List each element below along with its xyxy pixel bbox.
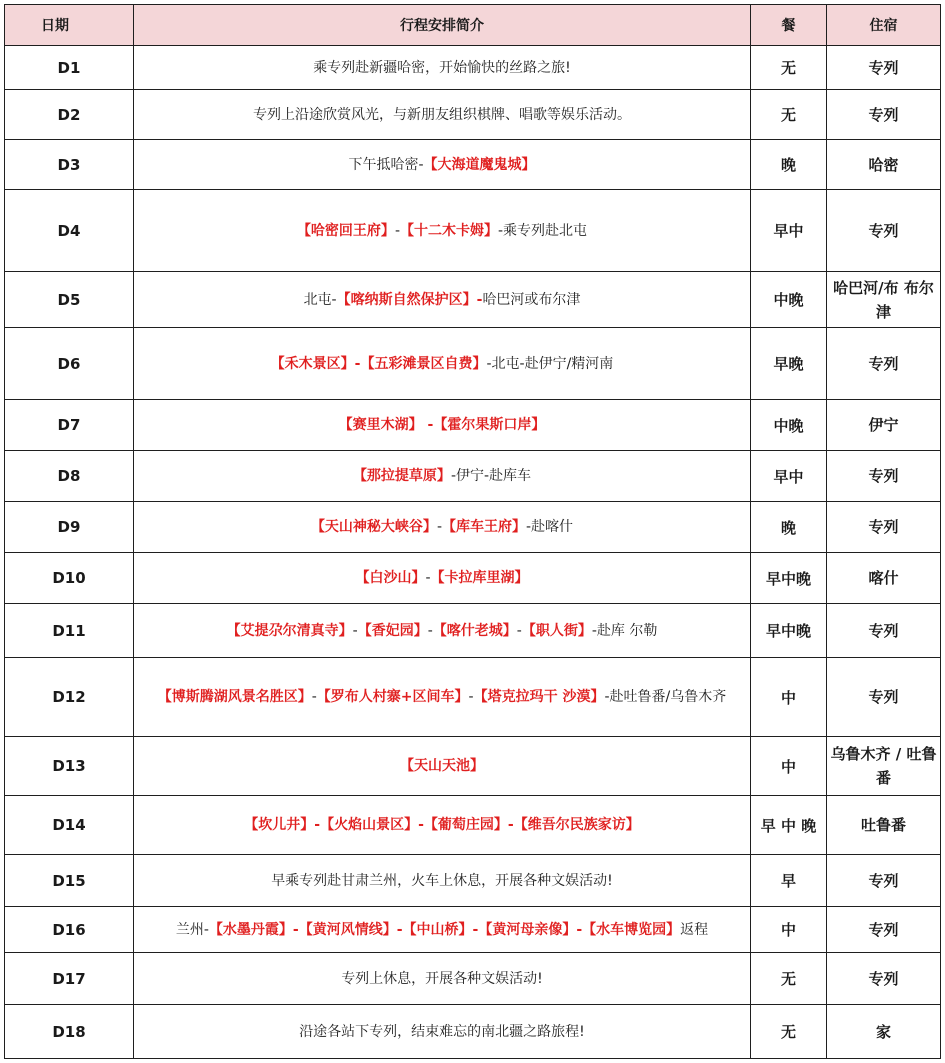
meal-cell: 中	[751, 737, 827, 796]
table-row	[5, 46, 941, 90]
meal-cell: 早晚	[751, 328, 827, 400]
itinerary-text: 专列上休息，开展各种文娱活动!	[341, 970, 543, 987]
stay-cell: 专列	[827, 658, 941, 737]
attraction-highlight: 【卡拉库里湖】	[430, 570, 529, 586]
header-stay: 住宿	[827, 5, 941, 46]
day-cell: D12	[5, 658, 134, 737]
stay-cell: 专列	[827, 46, 941, 90]
day-cell: D16	[5, 907, 134, 953]
attraction-highlight: 【大海道魔鬼城】	[423, 156, 536, 173]
meal-cell: 早 中 晚	[751, 796, 827, 855]
itinerary-cell	[134, 400, 751, 451]
itinerary-cell	[134, 604, 751, 658]
itinerary-cell	[134, 553, 751, 604]
meal-cell: 中	[751, 907, 827, 953]
attraction-highlight: 【哈密回王府】	[296, 222, 395, 239]
attraction-highlight: 【塔克拉玛干 沙漠】	[473, 689, 605, 705]
attraction-highlight: 【香妃园】	[357, 622, 428, 639]
meal-cell: 无	[751, 953, 827, 1005]
itinerary-text: 早乘专列赴甘肃兰州，火车上休息，开展各种文娱活动!	[271, 872, 613, 889]
attraction-highlight: 【艾提尕尔清真寺】	[226, 622, 353, 639]
attraction-highlight: 【库车王府】	[442, 519, 526, 535]
header-itinerary: 行程安排简介	[134, 5, 751, 46]
itinerary-cell	[134, 855, 751, 907]
stay-cell: 专列	[827, 90, 941, 140]
day-cell: D18	[5, 1005, 134, 1059]
itinerary-cell	[134, 796, 751, 855]
day-cell: D15	[5, 855, 134, 907]
day-cell: D1	[5, 46, 134, 90]
table-row	[5, 502, 941, 553]
stay-cell: 伊宁	[827, 400, 941, 451]
stay-cell: 专列	[827, 328, 941, 400]
stay-cell: 专列	[827, 855, 941, 907]
itinerary-cell	[134, 90, 751, 140]
itinerary-text: 兰州-	[175, 921, 209, 938]
table-row	[5, 796, 941, 855]
table-row	[5, 907, 941, 953]
itinerary-cell	[134, 451, 751, 502]
meal-cell: 无	[751, 46, 827, 90]
table-row	[5, 855, 941, 907]
itinerary-text: -赴喀什	[526, 519, 574, 535]
table-row	[5, 451, 941, 502]
table-header	[5, 5, 941, 46]
day-cell: D3	[5, 140, 134, 190]
itinerary-cell	[134, 658, 751, 737]
day-cell: D17	[5, 953, 134, 1005]
attraction-highlight: 【博斯腾湖风景名胜区】	[157, 689, 312, 705]
day-cell: D11	[5, 604, 134, 658]
stay-cell: 专列	[827, 451, 941, 502]
meal-cell: 中	[751, 658, 827, 737]
attraction-highlight: 【罗布人村寨+区间车】	[316, 689, 469, 705]
itinerary-text: -赴库 尔勒	[591, 622, 658, 639]
attraction-highlight: 【喀什老城】	[432, 622, 517, 639]
itinerary-cell	[134, 328, 751, 400]
itinerary-text: -	[311, 689, 317, 705]
itinerary-text: 专列上沿途欣赏风光，与新朋友组织棋牌、唱歌等娱乐活动。	[253, 106, 631, 123]
meal-cell: 中晚	[751, 400, 827, 451]
itinerary-text: -	[427, 622, 433, 639]
itinerary-cell	[134, 272, 751, 328]
table-row	[5, 658, 941, 737]
day-cell: D10	[5, 553, 134, 604]
stay-cell: 专列	[827, 190, 941, 272]
stay-cell: 乌鲁木齐 / 吐鲁番	[827, 737, 941, 796]
table-row	[5, 737, 941, 796]
itinerary-cell	[134, 953, 751, 1005]
stay-cell: 专列	[827, 953, 941, 1005]
attraction-highlight: 【那拉提草原】	[352, 468, 451, 484]
table-body	[5, 46, 941, 1059]
stay-cell: 哈巴河/布 布尔津	[827, 272, 941, 328]
day-cell: D2	[5, 90, 134, 140]
meal-cell: 早	[751, 855, 827, 907]
table-row	[5, 272, 941, 328]
meal-cell: 早中	[751, 190, 827, 272]
header-meal: 餐	[751, 5, 827, 46]
attraction-highlight: 【喀纳斯自然保护区】-	[336, 291, 483, 308]
itinerary-text: -赴吐鲁番/乌鲁木齐	[604, 689, 727, 705]
itinerary-text: 返程	[680, 921, 709, 938]
day-cell: D7	[5, 400, 134, 451]
day-cell: D6	[5, 328, 134, 400]
stay-cell: 哈密	[827, 140, 941, 190]
itinerary-table	[4, 4, 941, 1059]
stay-cell: 专列	[827, 907, 941, 953]
stay-cell: 喀什	[827, 553, 941, 604]
day-cell: D8	[5, 451, 134, 502]
stay-cell: 吐鲁番	[827, 796, 941, 855]
table-row	[5, 190, 941, 272]
meal-cell: 早中	[751, 451, 827, 502]
table-row	[5, 90, 941, 140]
itinerary-text: 乘专列赴新疆哈密，开始愉快的丝路之旅!	[313, 59, 571, 76]
itinerary-cell	[134, 1005, 751, 1059]
itinerary-text: -	[516, 622, 522, 639]
meal-cell: 早中晚	[751, 553, 827, 604]
itinerary-cell	[134, 907, 751, 953]
day-cell: D5	[5, 272, 134, 328]
table-row	[5, 553, 941, 604]
itinerary-cell	[134, 46, 751, 90]
itinerary-text: 哈巴河或布尔津	[482, 291, 581, 308]
itinerary-text: -北屯-赴伊宁/精河南	[486, 355, 614, 372]
meal-cell: 晚	[751, 140, 827, 190]
itinerary-cell	[134, 140, 751, 190]
itinerary-text: -伊宁-赴库车	[450, 468, 532, 484]
day-cell: D13	[5, 737, 134, 796]
attraction-highlight: 【白沙山】	[355, 570, 426, 586]
stay-cell: 家	[827, 1005, 941, 1059]
itinerary-cell	[134, 737, 751, 796]
table-row	[5, 604, 941, 658]
meal-cell: 中晚	[751, 272, 827, 328]
itinerary-text: 北屯-	[303, 291, 337, 308]
itinerary-text: 下午抵哈密-	[348, 156, 424, 173]
attraction-highlight: 【坎儿井】-【火焰山景区】-【葡萄庄园】-【维吾尔民族家访】	[244, 817, 640, 833]
itinerary-cell	[134, 190, 751, 272]
table-row	[5, 328, 941, 400]
attraction-highlight: 【禾木景区】-【五彩滩景区自费】	[270, 355, 487, 372]
attraction-highlight: 【天山天池】	[400, 758, 484, 774]
attraction-highlight: 【天山神秘大峡谷】	[310, 519, 437, 535]
attraction-highlight: 【水墨丹霞】-【黄河风情线】-【中山桥】-【黄河母亲像】-【水车博览园】	[208, 921, 681, 938]
meal-cell: 无	[751, 1005, 827, 1059]
meal-cell: 无	[751, 90, 827, 140]
table-row	[5, 953, 941, 1005]
itinerary-text: -	[468, 689, 474, 705]
table-row	[5, 1005, 941, 1059]
itinerary-text: -	[352, 622, 358, 639]
attraction-highlight: 【十二木卡姆】	[400, 222, 498, 239]
header-day: 日期	[5, 5, 134, 46]
day-cell: D9	[5, 502, 134, 553]
itinerary-text: -	[394, 222, 400, 239]
itinerary-cell	[134, 502, 751, 553]
itinerary-text: 沿途各站下专列，结束难忘的南北疆之路旅程!	[299, 1023, 585, 1040]
table-row	[5, 140, 941, 190]
stay-cell: 专列	[827, 502, 941, 553]
itinerary-text: -乘专列赴北屯	[498, 222, 588, 239]
itinerary-text: -	[436, 519, 442, 535]
attraction-highlight: 【赛里木湖】 -【霍尔果斯口岸】	[338, 417, 546, 433]
itinerary-text: -	[425, 570, 431, 586]
day-cell: D4	[5, 190, 134, 272]
day-cell: D14	[5, 796, 134, 855]
meal-cell: 早中晚	[751, 604, 827, 658]
meal-cell: 晚	[751, 502, 827, 553]
stay-cell: 专列	[827, 604, 941, 658]
attraction-highlight: 【职人街】	[521, 622, 592, 639]
table-row	[5, 400, 941, 451]
